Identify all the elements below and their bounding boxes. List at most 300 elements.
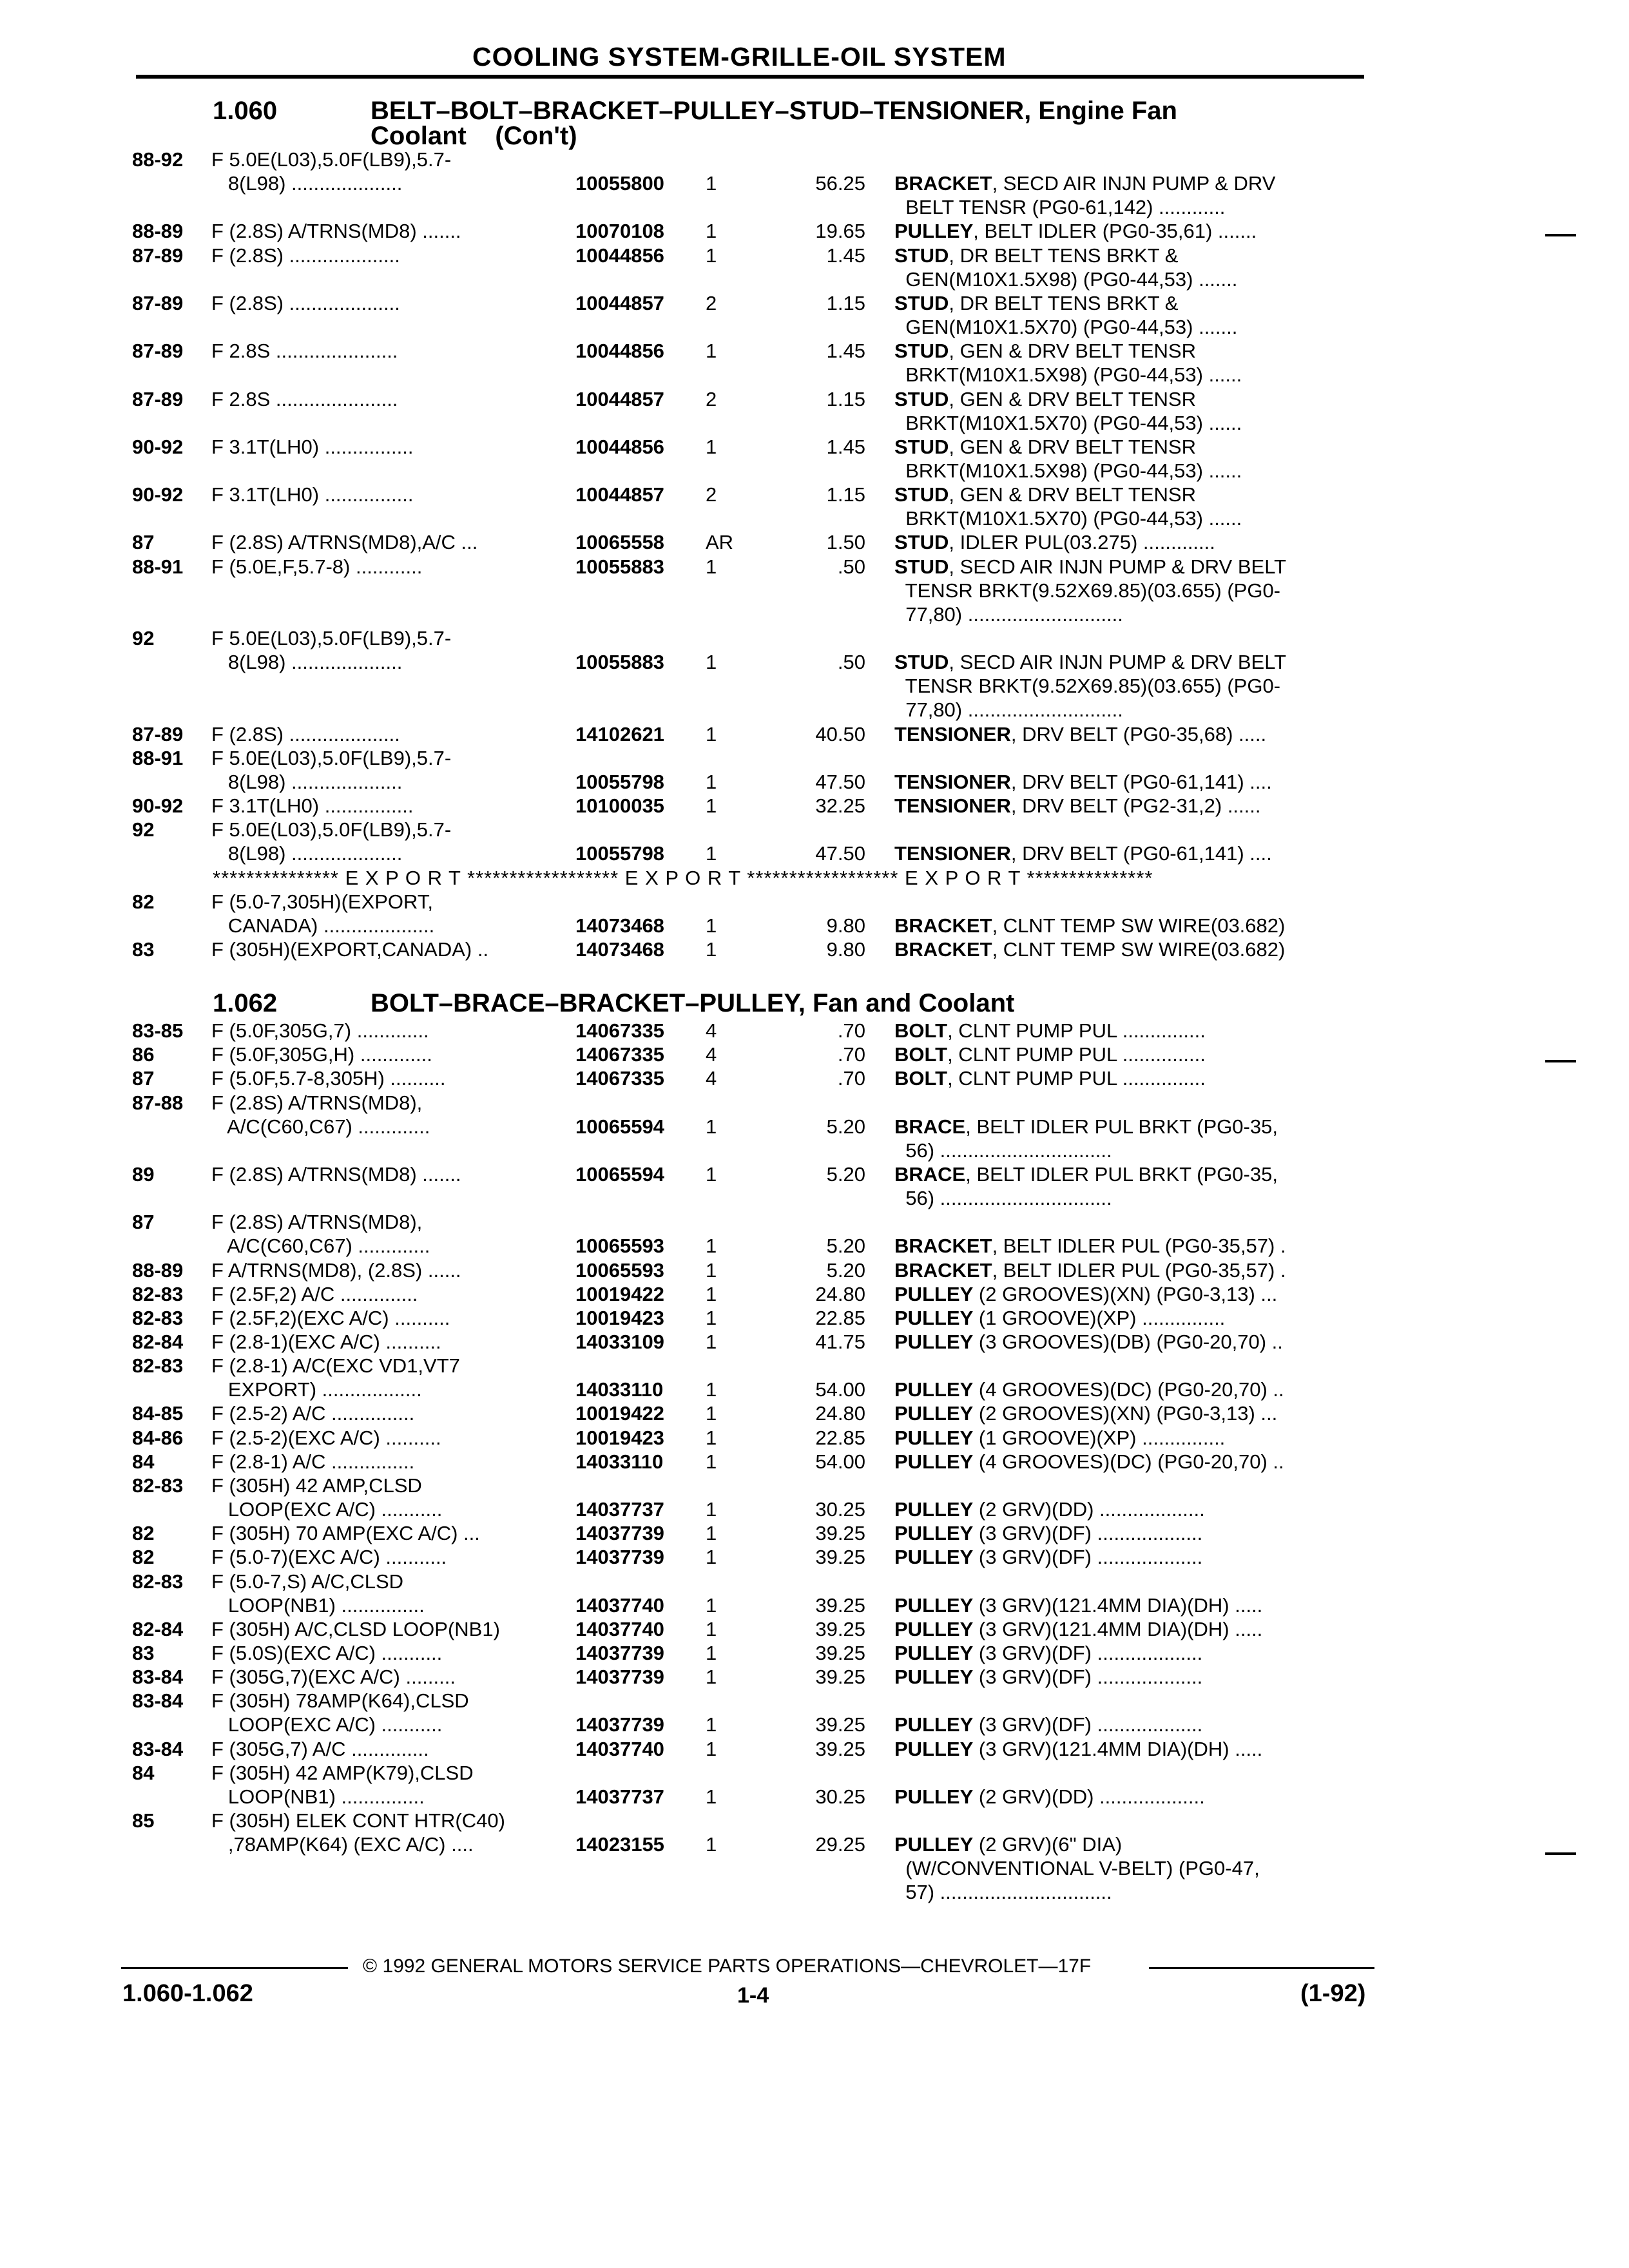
quantity: AR [706,531,734,554]
price: 47.50 [815,770,865,793]
part-description-text: (3 GRV)(DF) ................... [973,1546,1203,1569]
part-description [894,675,1280,698]
part-description [894,1427,1225,1450]
part-description [894,1594,1262,1617]
price: 5.20 [826,1115,865,1138]
quantity: 1 [706,770,717,793]
part-name: PULLEY [894,1426,974,1449]
part-name: BOLT [894,1019,948,1042]
table-row [0,412,1629,436]
quantity: 1 [706,555,717,578]
application: ,78AMP(K64) (EXC A/C) .... [211,1833,474,1856]
quantity: 1 [706,340,717,363]
price: 47.50 [815,842,865,865]
model-years: 87-89 [132,340,184,363]
application: F 5.0E(L03),5.0F(LB9),5.7- [211,148,452,171]
part-description [894,292,1178,315]
part-description [894,1378,1284,1401]
price: 30.25 [815,1498,865,1521]
table-row [0,316,1629,340]
part-description-text: , BELT IDLER PUL (PG0-35,57) . [992,1235,1286,1258]
part-description [894,1785,1205,1809]
application: F (2.8-1) A/C ............... [211,1450,415,1473]
table-row [0,268,1629,293]
model-years: 83-84 [132,1689,184,1713]
part-number: 14033110 [575,1378,664,1401]
model-years: 88-91 [132,746,184,769]
model-years: 83-85 [132,1019,184,1042]
application: F 2.8S ...................... [211,387,398,410]
part-name: STUD [894,555,949,578]
quantity: 1 [706,722,717,745]
part-name: BRACKET [894,914,992,937]
part-description [894,244,1178,267]
table-row [0,627,1629,651]
part-description-text: (3 GRV)(DF) ................... [973,1713,1203,1736]
table-row [0,1067,1629,1091]
part-name: PULLEY [894,1617,974,1640]
model-years: 82 [132,1546,155,1569]
section-title: Coolant (Con't) [371,122,577,150]
export-banner [0,867,1629,891]
price: 1.15 [826,387,865,410]
table-row [0,1833,1629,1858]
table-row [0,1857,1629,1881]
application: LOOP(EXC A/C) ........... [211,1713,443,1736]
table-row [0,818,1629,843]
price: .70 [837,1043,865,1066]
part-description-text: , DR BELT TENS BRKT & [949,244,1179,267]
price: .50 [837,651,865,674]
footer-section-range: 1.060-1.062 [122,1980,253,2007]
application: A/C(C60,C67) ............. [211,1115,430,1138]
price: 54.00 [815,1450,865,1473]
part-name: TENSIONER [894,770,1011,793]
part-description-text: (3 GRV)(DF) ................... [973,1641,1203,1664]
part-description [894,1713,1202,1736]
part-description-text: TENSR BRKT(9.52X69.85)(03.655) (PG0- [894,675,1281,698]
table-row [0,1762,1629,1786]
part-description-text: , CLNT PUMP PUL ............... [947,1067,1206,1090]
application: F (2.8S) A/TRNS(MD8), [211,1211,423,1234]
part-number: 14067335 [575,1067,664,1090]
part-description [894,771,1272,794]
quantity: 1 [706,1378,717,1401]
quantity: 1 [706,1546,717,1569]
model-years: 92 [132,627,155,649]
price: 39.25 [815,1522,865,1545]
part-number: 14037740 [575,1593,664,1617]
application: F (5.0S)(EXC A/C) ........... [211,1641,443,1664]
part-description-text: (3 GROOVES)(DB) (PG0-20,70) .. [973,1331,1283,1353]
quantity: 1 [706,1426,717,1449]
part-description-text: (3 GRV)(DF) ................... [973,1666,1203,1689]
margin-mark [1545,234,1576,236]
table-row [0,1594,1629,1619]
part-number: 10019422 [575,1282,664,1305]
model-years: 82-83 [132,1282,184,1305]
model-years: 82-84 [132,1331,184,1353]
part-description-text: (2 GROOVES)(XN) (PG0-3,13) ... [973,1402,1278,1425]
part-description [894,1259,1286,1282]
part-number: 14067335 [575,1043,664,1066]
quantity: 4 [706,1067,717,1090]
footer-page-number: 1-4 [737,1983,769,2008]
part-name: BRACKET [894,1235,992,1258]
table-row [0,794,1629,819]
part-number: 10044857 [575,291,664,314]
page-title: COOLING SYSTEM-GRILLE-OIL SYSTEM [472,42,1007,72]
price: .50 [837,555,865,578]
application: 8(L98) .................... [211,842,403,865]
price: 24.80 [815,1402,865,1425]
part-description-text: BELT TENSR (PG0-61,142) ............ [894,196,1226,219]
part-description [894,651,1286,674]
part-name: TENSIONER [894,794,1011,817]
part-description [894,1522,1202,1545]
table-row [0,1881,1629,1905]
price: 29.25 [815,1833,865,1856]
price: .70 [837,1067,865,1090]
table-row [0,938,1629,963]
model-years: 90-92 [132,794,184,817]
quantity: 2 [706,291,717,314]
application: F (305H) 70 AMP(EXC A/C) ... [211,1522,480,1545]
model-years: 83-84 [132,1666,184,1689]
part-description [894,1187,1112,1210]
price: 39.25 [815,1666,865,1689]
table-row [0,1283,1629,1307]
part-description [894,1450,1284,1474]
table-row [0,1331,1629,1355]
part-description-text: , SECD AIR INJN PUMP & DRV BELT [949,555,1287,578]
model-years: 84-85 [132,1402,184,1425]
part-name: STUD [894,435,949,458]
export-banner-text: *************** E X P O R T ****************** E X P O R T ****************** E X P O R T *************** [213,866,1153,889]
part-name: STUD [894,651,949,674]
application: 8(L98) .................... [211,770,403,793]
model-years: 88-89 [132,220,184,243]
table-row [0,914,1629,939]
price: .70 [837,1019,865,1042]
price: 54.00 [815,1378,865,1401]
table-row [0,675,1629,699]
part-description-text: 56) ............................... [894,1187,1112,1210]
part-number: 14037739 [575,1641,664,1664]
application: CANADA) .................... [211,914,435,937]
part-description [894,1019,1206,1043]
model-years: 87-89 [132,722,184,745]
section-heading [0,989,1629,1017]
table-row [0,1570,1629,1595]
part-number: 10065594 [575,1115,664,1138]
table-row [0,579,1629,604]
part-number: 14037739 [575,1713,664,1736]
part-description-text: BRKT(M10X1.5X70) (PG0-44,53) ...... [894,507,1242,530]
quantity: 1 [706,1282,717,1305]
application: LOOP(EXC A/C) ........... [211,1498,443,1521]
part-description-text: (4 GROOVES)(DC) (PG0-20,70) .. [973,1450,1284,1473]
part-name: STUD [894,483,949,506]
model-years: 88-89 [132,1258,184,1282]
quantity: 1 [706,914,717,937]
part-description [894,1857,1260,1880]
part-description [894,1402,1277,1425]
table-row [0,1378,1629,1403]
part-description-text: , GEN & DRV BELT TENSR [949,387,1196,410]
quantity: 1 [706,651,717,674]
part-number: 10019423 [575,1426,664,1449]
quantity: 1 [706,1833,717,1856]
part-number: 10044856 [575,435,664,458]
quantity: 1 [706,1785,717,1808]
table-row [0,890,1629,915]
part-name: BRACKET [894,938,992,961]
application: F (2.5-2)(EXC A/C) .......... [211,1426,441,1449]
price: 56.25 [815,172,865,195]
part-number: 10055798 [575,842,664,865]
table-row [0,1091,1629,1116]
part-name: PULLEY [894,1641,974,1664]
application: F (2.8S) A/TRNS(MD8), [211,1091,423,1114]
footer-date: (1-92) [1300,1980,1366,2007]
part-description-text: (3 GRV)(121.4MM DIA)(DH) ..... [973,1737,1263,1760]
part-description-text: , BELT IDLER PUL BRKT (PG0-35, [965,1162,1278,1186]
part-name: PULLEY [894,1833,974,1856]
price: 30.25 [815,1785,865,1808]
footer-copyright: © 1992 GENERAL MOTORS SERVICE PARTS OPERATIONS—CHEVROLET—17F [363,1956,1092,1977]
part-name: STUD [894,244,949,267]
part-description-text: 57) ............................... [894,1881,1112,1904]
application: F 3.1T(LH0) ................ [211,435,414,458]
application: F (305H) 42 AMP,CLSD [211,1474,422,1497]
application: F (305G,7)(EXC A/C) ......... [211,1666,456,1689]
part-description [894,1283,1277,1306]
part-name: PULLEY [894,1785,974,1808]
part-number: 14037740 [575,1737,664,1760]
quantity: 4 [706,1019,717,1042]
table-row [0,1235,1629,1259]
table-row [0,363,1629,388]
quantity: 2 [706,387,717,410]
part-name: STUD [894,291,949,314]
model-years: 87-89 [132,291,184,314]
part-description-text: (1 GROOVE)(XP) ............... [973,1306,1226,1329]
part-description [894,316,1237,339]
table-row [0,1163,1629,1187]
part-description-text: 77,80) ............................ [894,602,1123,626]
application: F 3.1T(LH0) ................ [211,483,414,506]
part-number: 14037739 [575,1522,664,1545]
table-row [0,292,1629,316]
part-name: PULLEY [894,1306,974,1329]
application: F 5.0E(L03),5.0F(LB9),5.7- [211,627,452,649]
table-row [0,1307,1629,1331]
quantity: 1 [706,1306,717,1329]
part-number: 14023155 [575,1833,664,1856]
part-name: PULLEY [894,1498,974,1521]
quantity: 2 [706,483,717,506]
part-name: PULLEY [894,1331,974,1353]
part-number: 10065593 [575,1258,664,1282]
part-description-text: , SECD AIR INJN PUMP & DRV [992,172,1276,195]
part-description-text: , DRV BELT (PG0-61,141) .... [1010,842,1272,865]
part-description-text: BRKT(M10X1.5X70) (PG0-44,53) ...... [894,411,1242,434]
application: F (5.0E,F,5.7-8) ............ [211,555,423,578]
part-description-text: 56) ............................... [894,1139,1112,1162]
part-number: 14037739 [575,1546,664,1569]
part-name: STUD [894,531,949,554]
quantity: 1 [706,1162,717,1186]
part-name: PULLEY [894,1737,974,1760]
quantity: 1 [706,1641,717,1664]
table-row [0,1427,1629,1451]
quantity: 1 [706,1498,717,1521]
model-years: 84 [132,1761,155,1784]
price: 39.25 [815,1593,865,1617]
table-row [0,196,1629,220]
model-years: 87 [132,1067,155,1090]
price: 1.50 [826,531,865,554]
price: 1.15 [826,483,865,506]
quantity: 1 [706,1402,717,1425]
quantity: 1 [706,172,717,195]
price: 40.50 [815,722,865,745]
part-description [894,1115,1278,1139]
part-number: 10044857 [575,483,664,506]
quantity: 1 [706,1331,717,1353]
price: 39.25 [815,1737,865,1760]
part-number: 14037737 [575,1785,664,1808]
part-name: BRACE [894,1162,966,1186]
model-years: 87 [132,531,155,554]
part-number: 10019422 [575,1402,664,1425]
part-description-text: (3 GRV)(121.4MM DIA)(DH) ..... [973,1593,1263,1617]
price: 39.25 [815,1713,865,1736]
part-description-text: , DRV BELT (PG2-31,2) ...... [1010,794,1261,817]
part-description-text: , GEN & DRV BELT TENSR [949,340,1196,363]
part-number: 10055798 [575,770,664,793]
application: F (5.0-7)(EXC A/C) ........... [211,1546,447,1569]
part-description [894,603,1123,626]
part-description [894,1067,1206,1090]
model-years: 88-92 [132,148,184,171]
application: F (2.5F,2)(EXC A/C) .......... [211,1306,450,1329]
quantity: 1 [706,794,717,817]
table-row [0,1738,1629,1762]
table-row [0,1115,1629,1140]
application: F (2.8S) A/TRNS(MD8),A/C ... [211,531,478,554]
table-row [0,842,1629,867]
table-row [0,1666,1629,1690]
quantity: 1 [706,1258,717,1282]
table-row [0,1402,1629,1427]
table-row [0,1713,1629,1738]
table-row [0,1642,1629,1666]
application: F (5.0F,5.7-8,305H) .......... [211,1067,446,1090]
application: F (2.8-1) A/C(EXC VD1,VT7 [211,1354,460,1378]
part-number: 10065593 [575,1235,664,1258]
part-description [894,555,1286,579]
model-years: 82 [132,890,155,913]
margin-mark [1545,1060,1576,1062]
part-description [894,220,1257,243]
part-name: BRACKET [894,172,992,195]
part-number: 14037739 [575,1666,664,1689]
quantity: 1 [706,435,717,458]
part-description [894,1235,1286,1258]
table-row [0,771,1629,795]
table-row [0,651,1629,675]
part-description-text: (2 GRV)(DD) ................... [973,1785,1205,1808]
table-row [0,1809,1629,1834]
price: 1.45 [826,244,865,267]
quantity: 1 [706,220,717,243]
application: F (5.0F,305G,H) ............. [211,1043,432,1066]
part-description [894,507,1242,530]
part-description-text: (2 GRV)(DD) ................... [973,1498,1205,1521]
application: F A/TRNS(MD8), (2.8S) ...... [211,1258,461,1282]
part-description [894,698,1123,722]
part-number: 10044857 [575,387,664,410]
table-row [0,1785,1629,1810]
part-number: 14102621 [575,722,664,745]
part-description-text: , BELT IDLER PUL BRKT (PG0-35, [965,1115,1278,1138]
part-description-text: (3 GRV)(121.4MM DIA)(DH) ..... [973,1617,1263,1640]
part-name: STUD [894,340,949,363]
price: 5.20 [826,1162,865,1186]
part-description-text: (2 GROOVES)(XN) (PG0-3,13) ... [973,1282,1278,1305]
part-description-text: BRKT(M10X1.5X98) (PG0-44,53) ...... [894,459,1242,482]
application: F (2.8-1)(EXC A/C) .......... [211,1331,441,1353]
model-years: 87-89 [132,244,184,267]
part-description-text: GEN(M10X1.5X98) (PG0-44,53) ....... [894,267,1238,291]
part-description [894,1307,1225,1330]
table-row [0,340,1629,364]
price: 39.25 [815,1617,865,1640]
application: F (2.8S) .................... [211,244,400,267]
model-years: 87-89 [132,387,184,410]
part-description [894,1163,1278,1186]
table-row [0,1043,1629,1068]
part-number: 10055800 [575,172,664,195]
price: 22.85 [815,1426,865,1449]
application: F (2.8S) A/TRNS(MD8) ....... [211,220,461,243]
table-row [0,1450,1629,1475]
application: F (2.5-2) A/C ............... [211,1402,415,1425]
quantity: 1 [706,1713,717,1736]
part-description-text: , DRV BELT (PG0-61,141) .... [1010,770,1272,793]
part-description [894,172,1275,195]
price: 1.45 [826,340,865,363]
table-row [0,148,1629,173]
part-description-text: 77,80) ............................ [894,698,1123,722]
part-description [894,1498,1205,1521]
table-row [0,723,1629,747]
part-description [894,1331,1283,1354]
part-description [894,459,1242,483]
table-row [0,1689,1629,1714]
application: F 2.8S ...................... [211,340,398,363]
part-number: 10065594 [575,1162,664,1186]
part-description [894,1642,1202,1665]
model-years: 82-84 [132,1617,184,1640]
price: 39.25 [815,1641,865,1664]
price: 9.80 [826,914,865,937]
application: F 5.0E(L03),5.0F(LB9),5.7- [211,746,452,769]
part-name: PULLEY [894,1713,974,1736]
table-row [0,747,1629,771]
